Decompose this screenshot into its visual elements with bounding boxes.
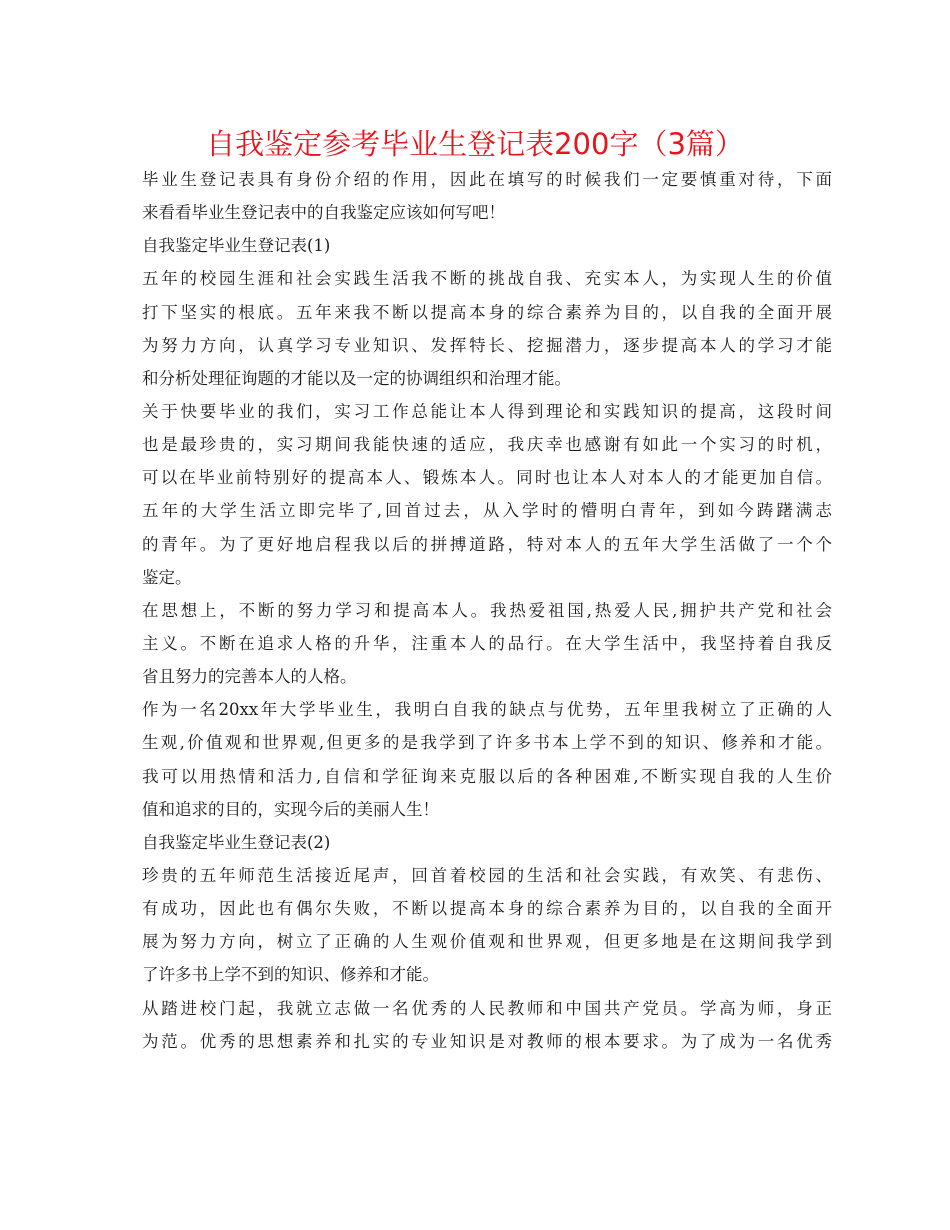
- document-title: 自我鉴定参考毕业生登记表200字（3篇）: [206, 127, 744, 161]
- body-line: 生观,价值观和世界观,但更多的是我学到了许多书本上学不到的知识、修养和才能。: [142, 733, 832, 753]
- body-line: 五年的校园生涯和社会实践生活我不断的挑战自我、充实本人，为实现人生的价值: [142, 269, 832, 289]
- body-line: 省且努力的完善本人的人格。: [142, 667, 357, 687]
- body-line: 值和追求的目的，实现今后的美丽人生！: [142, 799, 439, 819]
- body-line: 我可以用热情和活力,自信和学征询来克服以后的各种困难,不断实现自我的人生价: [142, 766, 832, 786]
- body-line: 为范。优秀的思想素养和扎实的专业知识是对教师的根本要求。为了成为一名优秀: [142, 1031, 832, 1051]
- body-line: 自我鉴定毕业生登记表(2): [142, 832, 331, 852]
- body-line: 鉴定。: [142, 567, 192, 587]
- body-line: 主义。不断在追求人格的升华，注重本人的品行。在大学生活中，我坚持着自我反: [142, 633, 832, 653]
- body-line: 毕业生登记表具有身份介绍的作用，因此在填写的时候我们一定要慎重对待，下面: [142, 170, 832, 189]
- body-line: 可以在毕业前特别好的提高本人、锻炼本人。同时也让本人对本人的才能更加自信。: [142, 468, 832, 488]
- body-line: 从踏进校门起，我就立志做一名优秀的人民教师和中国共产党员。学高为师，身正: [142, 998, 832, 1018]
- body-line: 在思想上，不断的努力学习和提高本人。我热爱祖国,热爱人民,拥护共产党和社会: [142, 600, 832, 620]
- body-line: 来看看毕业生登记表中的自我鉴定应该如何写吧！: [142, 203, 505, 223]
- body-line: 珍贵的五年师范生活接近尾声，回首着校园的生活和社会实践，有欢笑、有悲伤、: [142, 865, 832, 885]
- body-line: 为努力方向，认真学习专业知识、发挥特长、挖掘潜力，逐步提高本人的学习才能: [142, 335, 832, 355]
- body-line: 展为努力方向，树立了正确的人生观价值观和世界观，但更多地是在这期间我学到: [142, 932, 832, 952]
- body-line: 了许多书上学不到的知识、修养和才能。: [142, 965, 439, 985]
- body-line: 自我鉴定毕业生登记表(1): [142, 236, 331, 256]
- body-line: 打下坚实的根底。五年来我不断以提高本身的综合素养为目的，以自我的全面开展: [142, 302, 832, 322]
- body-line: 和分析处理征询题的才能以及一定的协调组织和治理才能。: [142, 368, 571, 388]
- body-line: 五年的大学生活立即完毕了,回首过去，从入学时的懵明白青年，到如今踌躇满志: [142, 501, 832, 521]
- body-line: 关于快要毕业的我们，实习工作总能让本人得到理论和实践知识的提高，这段时间: [142, 401, 832, 421]
- body-line: 有成功，因此也有偶尔失败，不断以提高本身的综合素养为目的，以自我的全面开: [142, 899, 832, 919]
- body-line: 作为一名20xx年大学毕业生，我明白自我的缺点与优势，五年里我树立了正确的人: [142, 700, 832, 720]
- document-body: [142, 163, 832, 1058]
- body-line: 也是最珍贵的，实习期间我能快速的适应，我庆幸也感谢有如此一个实习的时机，: [142, 435, 832, 455]
- body-line: 的青年。为了更好地启程我以后的拼搏道路，特对本人的五年大学生活做了一个个: [142, 534, 832, 554]
